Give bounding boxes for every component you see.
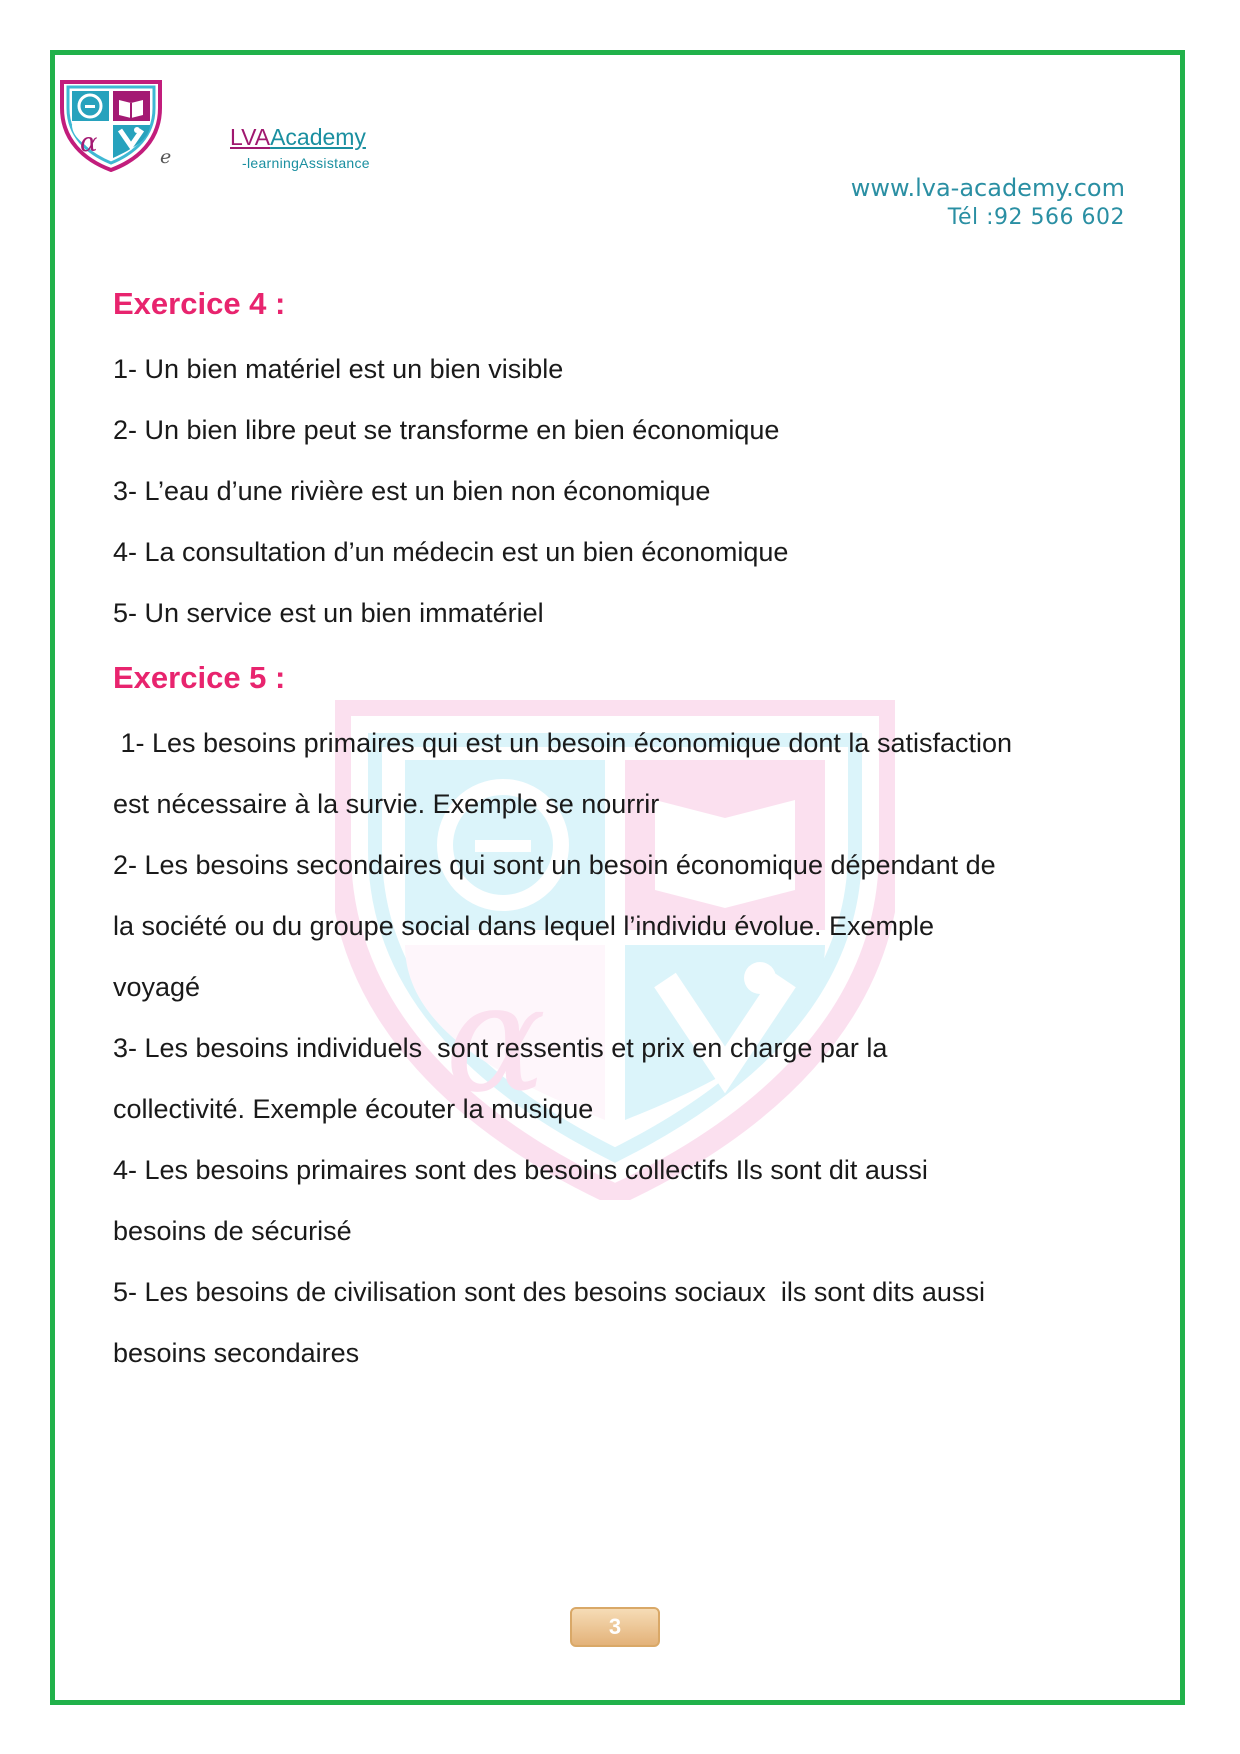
- exercise-5-line: besoins secondaires: [113, 1338, 360, 1368]
- exercise-4-title: Exercice 4 :: [113, 286, 286, 321]
- brand-lva: LVA: [230, 124, 271, 150]
- exercise-4-line: 5- Un service est un bien immatériel: [113, 598, 544, 628]
- exercise-5-line: 1- Les besoins primaires qui est un besoin économique dont la satisfaction: [113, 728, 1013, 758]
- exercise-4-line: 3- L’eau d’une rivière est un bien non économique: [113, 476, 711, 506]
- brand-name: [230, 124, 366, 151]
- exercise-4-line: 2- Un bien libre peut se transforme en bien économique: [113, 415, 780, 445]
- brand-academy: Academy: [270, 124, 366, 150]
- exercise-5-title: Exercice 5 :: [113, 660, 286, 695]
- exercise-5-line: voyagé: [113, 972, 201, 1002]
- watermark-shield-logo: [335, 700, 895, 1200]
- exercise-5-line: 3- Les besoins individuels sont ressentis et prix en charge par la: [113, 1033, 888, 1063]
- exercise-5-line: 2- Les besoins secondaires qui sont un besoin économique dépendant de: [113, 850, 996, 880]
- exercise-5-line: besoins de sécurisé: [113, 1216, 352, 1246]
- exercise-4-line: 1- Un bien matériel est un bien visible: [113, 354, 564, 384]
- exercise-5-line: est nécessaire à la survie. Exemple se nourrir: [113, 789, 660, 819]
- exercise-5-line: collectivité. Exemple écouter la musique: [113, 1094, 594, 1124]
- brand-e-letter: e: [160, 146, 172, 168]
- svg-text:α: α: [80, 128, 98, 158]
- exercise-4-line: 4- La consultation d’un médecin est un bien économique: [113, 537, 789, 567]
- website-link[interactable]: www.lva-academy.com: [850, 174, 1125, 202]
- exercise-5-line: la société ou du groupe social dans lequel l’individu évolue. Exemple: [113, 911, 935, 941]
- contact-block: [851, 172, 1125, 232]
- lva-shield-logo: [58, 78, 164, 172]
- svg-text:α: α: [445, 952, 547, 1126]
- exercise-5-line: 5- Les besoins de civilisation sont des besoins sociaux ils sont dits aussi: [113, 1277, 985, 1307]
- phone-number: Tél :92 566 602: [947, 205, 1125, 230]
- page-number-badge: 3: [570, 1607, 660, 1647]
- brand-tagline: -learningAssistance: [242, 155, 370, 171]
- exercise-5-line: 4- Les besoins primaires sont des besoins collectifs Ils sont dit aussi: [113, 1155, 928, 1185]
